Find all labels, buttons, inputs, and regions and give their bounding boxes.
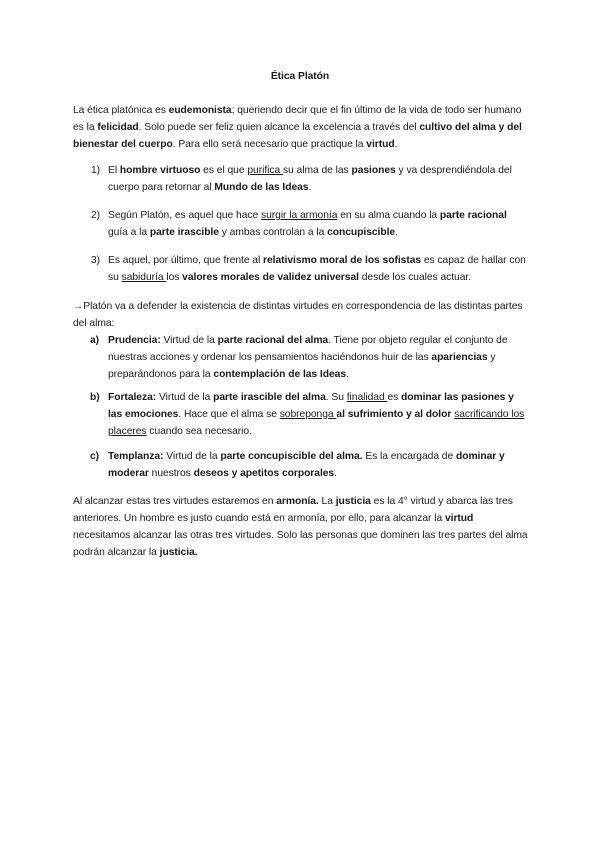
bold-parte-irascible-alma: parte irascible del alma: [213, 392, 326, 403]
intro-text-3: . Solo puede ser feliz quien alcance la excelencia a través del: [138, 122, 420, 133]
intro-bold-eudemonista: eudemonista: [168, 105, 232, 116]
bold-relativismo: relativismo moral de los sofistas: [263, 255, 422, 266]
intro-paragraph: [73, 102, 533, 153]
intro-bold-virtud: virtud: [366, 139, 395, 150]
item-text: Según Platón, es aquel que hace surgir la armonía en su alma cuando la parte racional guía a la parte irascible y ambas controlan a la concupiscible.: [108, 210, 507, 238]
label-fortaleza: Fortaleza:: [108, 392, 157, 403]
underline-sobreponga: sobreponga: [279, 409, 337, 420]
intro-text-1: La ética platónica es: [73, 105, 169, 116]
bold-armonia: armonía.: [276, 496, 319, 507]
intro-bold-cultivo: cultivo del alma y del bienestar del cuerpo: [73, 122, 522, 150]
item-letter: a): [90, 335, 100, 346]
bold-concupiscible: concupiscible: [327, 227, 396, 238]
item-text: Templanza: Virtud de la parte concupiscible del alma. Es la encargada de dominar y moderar nuestros deseos y apetitos corporales.: [108, 451, 505, 479]
bold-pasiones: pasiones: [351, 165, 396, 176]
bold-justicia-final: justicia.: [159, 547, 198, 558]
item-text: El hombre virtuoso es el que purifica su alma de las pasiones y va desprendiéndola del cuerpo para retornar al Mundo de las Ideas.: [108, 165, 512, 193]
bold-contemplacion: contemplación de las Ideas: [213, 369, 346, 380]
bold-justicia: justicia: [335, 496, 371, 507]
bold-apariencias: apariencias: [431, 352, 488, 363]
underline-finalidad: finalidad: [346, 392, 388, 403]
label-templanza: Templanza:: [108, 451, 164, 462]
bold-valores-morales: valores morales de validez universal: [182, 272, 359, 283]
bold-parte-racional-alma: parte racional del alma: [217, 335, 329, 346]
bold-parte-concupiscible-alma: parte concupiscible del alma.: [220, 451, 363, 462]
item-text: Fortaleza: Virtud de la parte irascible del alma. Su finalidad es dominar las pasiones y las emociones. Hace que el alma se sobreponga al sufrimiento y al dolor sacrificando los placeres cuando sea necesario.: [108, 392, 525, 437]
bold-hombre-virtuoso: hombre virtuoso: [119, 165, 201, 176]
closing-paragraph: Al alcanzar estas tres virtudes estaremos en armonía. La justicia es la 4° virtud y abarca las tres anteriores. Un hombre es justo cuando está en armonía, por ello, para alcanzar la virtud necesitamos alcanzar las otras tres virtudes. Solo las personas que dominen las tres partes del alma podrán alcanzar la justicia.: [73, 496, 528, 558]
intro-bold-felicidad: felicidad: [97, 122, 139, 133]
underline-sacrificando: sacrificando los placeres: [108, 409, 525, 437]
label-prudencia: Prudencia:: [108, 335, 161, 346]
bold-parte-racional: parte racional: [439, 210, 507, 221]
item-text: Es aquel, por último, que frente al relativismo moral de los sofistas es capaz de hallar con su sabiduría los valores morales de validez universal desde los cuales actuar.: [108, 255, 526, 283]
page-title: Ética Platón: [270, 71, 330, 82]
item-number: 1): [90, 165, 100, 176]
bold-mundo-ideas: Mundo de las Ideas: [214, 182, 309, 193]
underline-surgir-armonia: surgir la armonía: [260, 210, 338, 221]
intro-text-2: ; queriendo decir que el fin último de la vida de todo ser humano es la: [73, 105, 522, 133]
bold-parte-irascible: parte irascible: [149, 227, 219, 238]
item-number: 2): [90, 210, 100, 221]
intro-text-4: . Para ello será necesario que practique la: [172, 139, 367, 150]
arrow-paragraph: →Platón va a defender la existencia de distintas virtudes en correspondencia de las distintas partes del alma:: [73, 301, 523, 329]
intro-text-5: .: [394, 139, 398, 150]
underline-purifica: purifica: [247, 165, 283, 176]
item-text: Prudencia: Virtud de la parte racional del alma. Tiene por objeto regular el conjunto de nuestras acciones y ordenar los pensamientos haciéndonos huir de las apariencias y preparándonos para la contemplación de las Ideas.: [108, 335, 508, 380]
bold-dominar-moderar: dominar y moderar: [108, 451, 505, 479]
item-letter: b): [90, 392, 100, 403]
bold-sufrimiento: al sufrimiento y al dolor: [336, 409, 452, 420]
bold-virtud: virtud: [444, 513, 474, 524]
bold-dominar-pasiones: dominar las pasiones y las emociones: [108, 392, 514, 420]
bold-deseos: deseos y apetitos corporales: [193, 468, 335, 479]
item-letter: c): [90, 451, 100, 462]
item-number: 3): [90, 255, 100, 266]
underline-sabiduria: sabiduría: [121, 272, 167, 283]
